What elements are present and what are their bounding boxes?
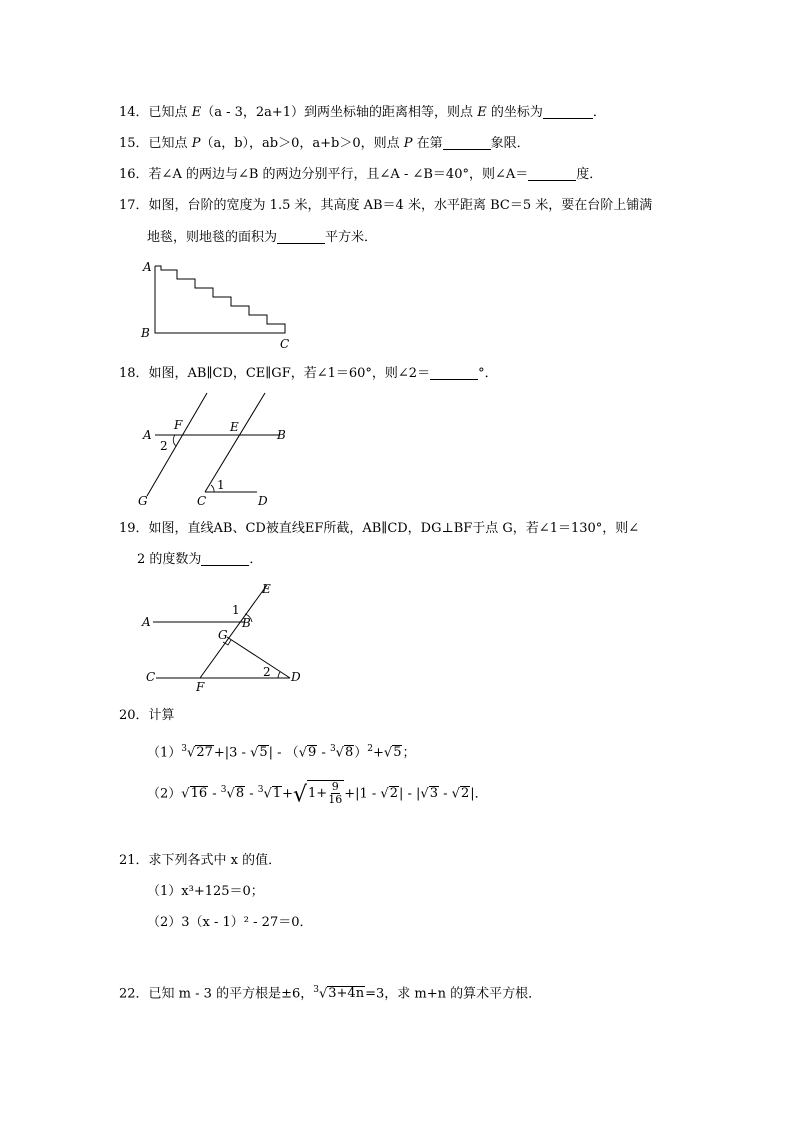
square-root: 5 — [259, 745, 268, 761]
answer-blank — [528, 166, 576, 181]
label-G: G — [218, 628, 228, 642]
label-F: F — [196, 680, 205, 694]
question-17 — [119, 196, 652, 216]
label-G: G — [138, 494, 148, 508]
question-number: 20． — [119, 708, 149, 723]
expression-text: + — [282, 786, 293, 802]
question-text: 度． — [576, 167, 603, 182]
expression-text: |． — [470, 786, 488, 802]
question-text: 如图，AB∥CD，CE∥GF，若∠1＝60°，则∠2＝ — [148, 366, 431, 381]
question-text: 如图，台阶的宽度为 1.5 米，其高度 AB＝4 米，水平距离 BC＝5 米，要在台阶上铺满 — [148, 198, 653, 213]
answer-blank — [543, 104, 593, 119]
question-number: 21． — [119, 853, 149, 868]
expression-text: - — [208, 786, 221, 802]
label-E: E — [262, 582, 271, 596]
question-text: 求下列各式中 x 的值． — [148, 853, 282, 868]
question-text: °． — [478, 366, 498, 381]
question-text: 平方米． — [325, 230, 378, 245]
expression-text: 1+ — [308, 786, 328, 802]
angle-2-label: 2 — [160, 439, 168, 453]
expression-text: - — [438, 786, 452, 802]
expression-text: +|3 - — [213, 745, 251, 761]
question-16 — [119, 165, 602, 185]
label-C: C — [146, 670, 156, 684]
part-label: （1） — [147, 745, 182, 761]
angle-1-label: 1 — [217, 478, 225, 492]
question-number: 18． — [119, 366, 149, 381]
cube-root: 1 — [272, 786, 282, 802]
question-text: （a - 3，2a+1）到两坐标轴的距离相等，则点 — [201, 105, 478, 120]
question-text: 若∠A 的两边与∠B 的两边分别平行，且∠A - ∠B＝40°，则∠A＝ — [148, 167, 529, 182]
question-text: ． — [592, 105, 606, 120]
question-20-part1: $(1)^3√27+|3 - √5| - (√9 - ^3√8)^2+√5$； — [147, 744, 416, 761]
transversal-figure — [140, 580, 310, 695]
square-root: 16 — [190, 786, 208, 802]
question-text: 如图，直线AB、CD被直线EF所截，AB∥CD，DG⊥BF于点 G，若∠1＝130°，则∠ — [148, 521, 640, 536]
cube-root: 8 — [235, 786, 245, 802]
numerator: 9 — [331, 780, 339, 794]
question-text: （a，b），ab＞0，a+b＞0，则点 — [200, 136, 404, 151]
square-root: 3 — [429, 786, 438, 802]
square-root: 5 — [393, 745, 402, 761]
question-number: 14． — [119, 105, 149, 120]
question-text: ． — [249, 552, 263, 567]
question-17-line2 — [147, 228, 377, 248]
root-index: 3 — [313, 985, 319, 995]
point-label: E — [477, 105, 487, 120]
answer-blank — [277, 229, 325, 244]
question-number: 19． — [119, 521, 149, 536]
question-text: 已知点 — [148, 105, 192, 120]
expression-text: | - | — [398, 786, 421, 802]
expression-text: - — [317, 745, 330, 761]
denominator: 16 — [328, 793, 343, 807]
question-number: 17． — [119, 198, 149, 213]
question-21-part2: （2）3（x - 1）² - 27＝0． — [147, 915, 313, 930]
label-C: C — [280, 337, 290, 351]
staircase-figure — [135, 256, 305, 351]
question-21 — [119, 851, 281, 871]
question-19-line2 — [137, 550, 262, 570]
question-text: 已知点 — [148, 136, 192, 151]
question-text: 2 的度数为 — [137, 552, 202, 567]
square-root: 9 — [307, 745, 317, 761]
expression-text: +|1 - — [344, 786, 381, 802]
label-A: A — [143, 260, 152, 274]
question-15 — [119, 134, 530, 154]
label-D: D — [258, 494, 268, 508]
label-A: A — [143, 428, 152, 442]
expression-text: - — [245, 786, 258, 802]
label-C: C — [197, 494, 207, 508]
answer-blank — [443, 135, 491, 150]
question-text: =3，求 m+n 的算术平方根． — [365, 986, 542, 1002]
point-label: P — [403, 136, 413, 151]
label-B: B — [277, 428, 286, 442]
question-22: 22．已知 m - 3 的平方根是±6，$^3$√3+4n=3，求 m+n 的算术平方根． — [119, 985, 542, 1002]
question-text: 象限． — [490, 136, 530, 151]
question-21-part1: （1）x³+125＝0； — [147, 884, 264, 899]
angle-1-label: 1 — [232, 603, 240, 617]
question-text: 地毯，则地毯的面积为 — [147, 230, 278, 245]
question-text: 的坐标为 — [486, 105, 543, 120]
point-label: P — [191, 136, 201, 151]
question-20-part2: （2）√16 - $^3$√8 - $^3$√1+√1+ $\frac{9}{16}$ +|1 - √2| - |√3 - √2|． — [147, 780, 488, 808]
label-D: D — [291, 670, 301, 684]
expression-text: ； — [402, 745, 416, 761]
question-text: 已知 m - 3 的平方根是±6， — [148, 986, 314, 1002]
question-text: 在第 — [412, 136, 443, 151]
label-B: B — [141, 326, 150, 340]
fraction — [328, 781, 342, 806]
cube-root: 8 — [344, 745, 354, 761]
square-root-fraction — [307, 780, 344, 807]
question-number: 16． — [119, 167, 149, 182]
angle-2-label: 2 — [263, 665, 271, 679]
label-F: F — [174, 418, 183, 432]
label-E: E — [230, 420, 239, 434]
label-B: B — [242, 616, 251, 630]
square-root: 2 — [460, 786, 470, 802]
square-root: 2 — [389, 786, 398, 802]
answer-blank — [430, 365, 478, 380]
question-20 — [119, 706, 175, 726]
question-14 — [119, 103, 606, 123]
cube-root: 3+4n — [328, 986, 365, 1002]
question-text: 计算 — [148, 708, 175, 723]
label-A: A — [142, 615, 151, 629]
expression-text: + — [373, 745, 384, 761]
exponent: 2 — [367, 744, 373, 754]
question-19 — [119, 519, 639, 539]
part-label: （2） — [147, 786, 182, 802]
parallel-lines-figure — [135, 388, 295, 510]
question-number: 22． — [119, 986, 149, 1002]
answer-blank — [201, 551, 249, 566]
expression-text: | - （ — [268, 745, 299, 761]
question-number: 15． — [119, 136, 149, 151]
point-label: E — [191, 105, 202, 120]
cube-root: 27 — [196, 745, 213, 761]
question-18 — [119, 364, 498, 384]
expression-text: ） — [354, 745, 368, 761]
